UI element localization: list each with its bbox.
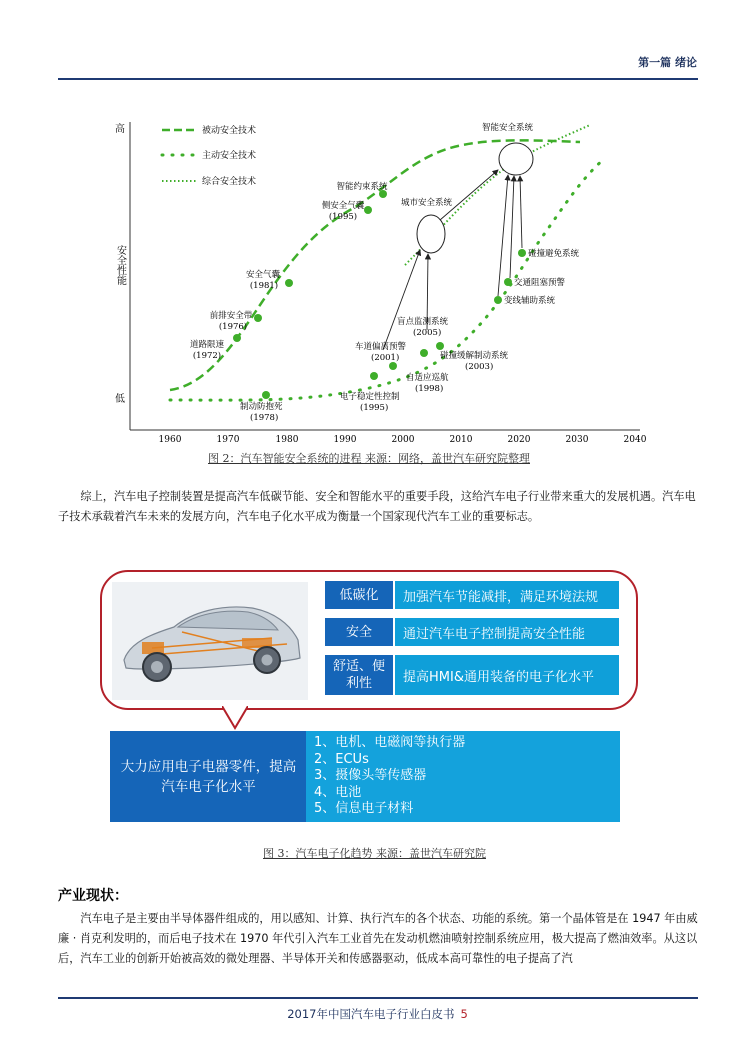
tag-safety: 安全 — [325, 618, 393, 646]
car-xray-image — [112, 582, 308, 700]
label-aeb: 碰撞缓解制动系统 — [440, 351, 509, 361]
legend-active: 主动安全技术 — [202, 151, 257, 161]
list-item: 1、电机、电磁阀等执行器 — [314, 735, 466, 750]
x-ticks — [159, 435, 647, 445]
x-tick: 2040 — [623, 435, 647, 445]
footer-title: 2017年中国汽车电子行业白皮书 — [287, 1007, 455, 1021]
header-rule — [58, 78, 698, 80]
paragraph-industry: 汽车电子是主要由半导体器件组成的，用以感知、计算、执行汽车的各个状态、功能的系统。第一个晶体管是在 1947 年由威廉 · 肖克利发明的，而后电子技术在 1970 年代引入汽车工业首先在发动机燃油喷射控制系统应用，极大提高了燃油效率。从这以后，汽车工业的创新开始被高效的微处理器、半导体开关和传感器驱动，低成本高可靠性的电子提高了汽 — [58, 912, 698, 965]
label-abs-year: (1978) — [250, 413, 279, 423]
point-aeb2 — [436, 342, 444, 350]
label-smart-safety: 智能安全系统 — [482, 123, 534, 133]
city-safety-ellipse — [417, 215, 445, 253]
x-tick: 1980 — [275, 435, 299, 445]
footer — [0, 1006, 755, 1022]
list-item: 3、摄像头等传感器 — [314, 768, 427, 783]
label-airbag: 安全气囊 — [245, 270, 281, 280]
tag-comfort-line1: 舒适、便 — [332, 659, 385, 674]
label-side-airbag: 侧安全气囊 — [321, 201, 365, 211]
label-airbag-year: (1981) — [249, 281, 279, 291]
x-tick: 1970 — [216, 435, 240, 445]
label-ldw-year: (2001) — [371, 353, 400, 363]
desc-comfort: 提高HMI&通用装备的电子化水平 — [395, 655, 619, 695]
tag-low-carbon: 低碳化 — [325, 581, 393, 609]
x-tick: 2010 — [449, 435, 473, 445]
point-esc — [370, 372, 378, 380]
legend-passive: 被动安全技术 — [202, 126, 257, 136]
desc-low-carbon: 加强汽车节能减排，满足环境法规 — [395, 581, 619, 609]
point-airbag — [285, 279, 293, 287]
label-esc-year: (1995) — [360, 403, 389, 413]
label-speed-limit-year: (1972) — [192, 351, 222, 361]
x-tick: 2020 — [507, 435, 531, 445]
figure2-caption: 图 2：汽车智能安全系统的进程 来源：网络，盖世汽车研究院整理 — [208, 452, 530, 465]
component-list — [314, 735, 612, 818]
page-number: 5 — [460, 1007, 468, 1021]
electronics-box-line2: 汽车电子化水平 — [161, 778, 256, 795]
tag-comfort — [325, 655, 393, 695]
point-aeb — [420, 349, 428, 357]
point-traffic-jam — [504, 278, 512, 286]
smart-safety-ellipse — [499, 143, 533, 175]
section-heading: 产业现状： — [58, 888, 128, 904]
point-lane-change — [494, 296, 502, 304]
label-front-seatbelt: 前排安全带 — [209, 311, 253, 321]
label-collision-avoid: 碰撞避免系统 — [528, 249, 580, 259]
list-item: 4、电池 — [314, 784, 362, 800]
label-smart-restraint: 智能约束系统 — [336, 182, 388, 192]
legend-integrated: 综合安全技术 — [202, 177, 257, 187]
y-axis-label: 安全性能 — [114, 245, 126, 285]
safety-chart-svg — [100, 110, 660, 450]
label-aeb-year: (2003) — [465, 362, 494, 372]
figure3-caption: 图 3：汽车电子化趋势 来源：盖世汽车研究院 — [263, 847, 486, 860]
passive-points — [233, 190, 387, 342]
frame-pointer — [222, 706, 248, 732]
point-front-seatbelt — [254, 314, 262, 322]
active-points — [262, 249, 526, 399]
figure-safety-progress — [100, 110, 660, 450]
x-tick: 1990 — [333, 435, 357, 445]
y-high-label: 高 — [115, 124, 125, 135]
label-traffic-jam: 交通阻塞预警 — [514, 278, 566, 288]
point-speed-limit — [233, 334, 241, 342]
x-tick: 2030 — [565, 435, 589, 445]
tag-comfort-line2: 利性 — [345, 676, 372, 691]
label-bsd-year: (2005) — [413, 328, 442, 338]
footer-rule — [58, 997, 698, 999]
label-speed-limit: 道路限速 — [189, 340, 225, 350]
point-acc — [389, 362, 397, 370]
label-acc: 自适应巡航 — [406, 373, 449, 383]
point-collision-avoid — [518, 249, 526, 257]
label-bsd: 盲点监测系统 — [397, 317, 449, 327]
label-ldw: 车道偏离预警 — [355, 342, 407, 352]
point-side-airbag — [364, 206, 372, 214]
paragraph-summary: 综上，汽车电子控制装置是提高汽车低碳节能、安全和智能水平的重要手段，这给汽车电子行业带来重大的发展机遇。汽车电子技术承载着汽车未来的发展方向，汽车电子化水平成为衡量一个国家现代汽车工业的重要标志。 — [58, 490, 696, 523]
label-side-airbag-year: (1995) — [328, 212, 358, 222]
y-low-label: 低 — [115, 394, 125, 405]
x-tick: 1960 — [158, 435, 182, 445]
label-front-seatbelt-year: (1976) — [218, 322, 248, 332]
x-tick: 2000 — [391, 435, 415, 445]
label-abs: 制动防抱死 — [240, 402, 283, 412]
electronics-box-line1: 大力应用电子电器零件，提高 — [120, 758, 297, 775]
electronics-box — [110, 731, 307, 822]
point-abs — [262, 391, 270, 399]
desc-safety: 通过汽车电子控制提高安全性能 — [395, 618, 619, 646]
label-acc-year: (1998) — [415, 384, 444, 394]
label-city-safety: 城市安全系统 — [401, 198, 453, 208]
label-esc: 电子稳定性控制 — [340, 392, 400, 402]
list-item: 2、ECUs — [314, 751, 369, 767]
active-labels — [240, 248, 580, 423]
component-list-box — [306, 731, 620, 822]
label-lane-change: 变线辅助系统 — [504, 296, 556, 306]
passive-labels — [190, 181, 388, 361]
list-item: 5、信息电子材料 — [314, 801, 414, 816]
header-title: 第一篇 绪论 — [638, 56, 697, 69]
